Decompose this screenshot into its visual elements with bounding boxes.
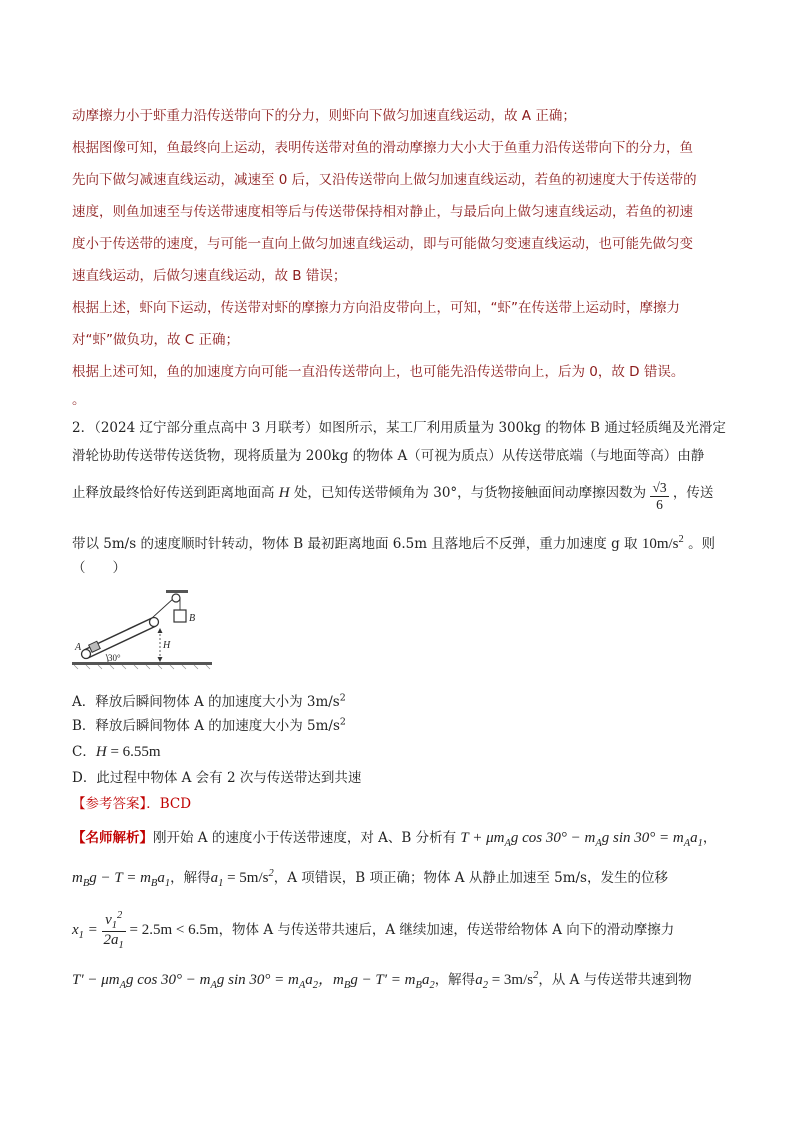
height-arrow-down [158,657,163,662]
eq3-part-d: a [305,972,313,988]
solution-line-9: 根据上述可知，鱼的加速度方向可能一直沿传送带向上，也可能先沿传送带向上，后为 0，故 D 错误。 [72,364,685,380]
option-a-sup: 2 [339,692,346,704]
ground-hatching [74,665,210,669]
question-line-3-c: ，传送 [672,485,714,501]
label-angle: 30° [108,653,121,663]
rope-incline [152,598,174,618]
eq3-part-a: T′ − μm [72,972,120,988]
option-b-text: B．释放后瞬间物体 A 的加速度大小为 5m/s [72,718,340,734]
result-a2-value: = 3m/s [487,972,534,988]
solution-line-7: 根据上述，虾向下运动，传送带对虾的摩擦力方向沿皮带向上，可知，“虾”在传送带上运动时，摩擦力 [72,300,680,316]
option-a-text: A．释放后瞬间物体 A 的加速度大小为 3m/s [72,694,340,710]
eq2-part-b: g − T = m [89,870,151,886]
analysis-line-3-post: ，物体 A 与传送带共速后，A 继续加速，传送带给物体 A 向下的滑动摩擦力 [218,922,675,938]
label-h: H [163,640,171,651]
eq4-part-c: a [421,972,430,988]
option-c [72,740,161,761]
eq1-comma: ， [702,830,717,846]
analysis-line-2-post: ，A 项错误，B 项正确；物体 A 从静止加速至 5m/s，发生的位移 [273,870,668,886]
reference-answer: 【参考答案】．BCD [72,796,192,812]
solution-line-5: 度小于传送带的速度，与可能一直向上做匀加速直线运动，即与可能做匀变速直线运动，也可能先做匀变 [72,236,693,252]
height-symbol: H [278,485,290,501]
displacement-symbol: x [72,922,79,938]
solution-line-1: 动摩擦力小于虾重力沿传送带向下的分力，则虾向下做匀加速直线运动，故 A 正确； [72,108,576,124]
fraction-denominator: 6 [656,497,663,512]
analysis-line-4 [72,968,692,991]
gravity-value: $10m/s^2$ [641,534,684,552]
analysis-tag: 【名师解析】 [72,830,153,846]
solution-line-2: 根据图像可知，鱼最终向上运动，表明传送带对鱼的滑动摩擦力大小大于鱼重力沿传送带向下的分力，鱼 [72,140,693,156]
eq4-part-b: g − T′ = m [350,972,416,988]
height-arrow-up [158,628,163,633]
displacement-fraction [102,910,126,951]
block-b [174,610,186,622]
result-a1-value: = 5m/s [223,870,269,886]
equation-1: $T + \mu m_Ag$ $\cos 30^\circ - m_Ag$ $\sin 30^\circ = m_Aa_1$ [460,830,703,849]
analysis-line-1-text: 刚开始 A 的速度小于传送带速度，对 A、B 分析有 [153,830,457,846]
conveyor-belt-diagram [72,588,212,670]
gravity-value-text: 10m/s [641,536,679,552]
eq1-part-c: g sin 30° = m [601,830,684,846]
question-line-4 [72,532,715,553]
analysis-line-3 [72,910,674,951]
eq1-part-a: T + μm [460,830,505,846]
question-line-4-a: 带以 5m/s 的速度顺时针转动，物体 B 最初距离地面 6.5m 且落地后不反弹，重力加速度 g 取 [72,536,638,552]
result-a1-symbol: a [210,870,219,886]
question-line-3-b: 处，已知传送带倾角为 30°，与货物接触面间动摩擦因数为 [293,485,647,501]
solution-line-4: 速度，则鱼加速至与传送带速度相等后与传送带保持相对静止，与最后向上做匀速直线运动，若鱼的初速 [72,204,693,220]
analysis-line-1 [72,826,716,849]
displacement-denominator-text: 2a [103,932,119,948]
pulley [172,594,180,602]
displacement-numerator: $v_1^2$ [102,910,126,932]
displacement-denominator: $2a_1$ [103,932,124,951]
solution-line-3: 先向下做匀减速直线运动，减速至 0 后，又沿传送带向上做匀加速直线运动，若鱼的初速度大于传送带的 [72,172,697,188]
eq1-part-b: g cos 30° − m [510,830,596,846]
label-a: A [75,642,82,653]
option-c-symbol: H [95,744,107,760]
question-line-5: （ ） [72,560,126,576]
friction-coefficient-fraction [650,480,668,513]
ground-surface [72,662,212,665]
solution-line-6: 速直线运动，后做匀速直线运动，故 B 错误； [72,268,347,284]
eq4-part-a: ，m [318,972,344,988]
displacement-value: = 2.5m < 6.5m [125,922,219,938]
result-a2: $a_2 = 3m/s^2$ [475,970,539,991]
displacement-numerator-text: v [105,912,112,928]
option-b-sup: 2 [339,716,346,728]
eq1-part-d: a [690,830,698,846]
question-line-3-a: 止释放最终恰好传送到距离地面高 [72,485,275,501]
eq4-solve-text: ，解得 [434,972,476,988]
eq3-part-c: g sin 30° = m [216,972,299,988]
question-line-3 [72,480,713,513]
eq2-solve-text: ，解得 [170,870,211,886]
result-a1: $a_1 = 5m/s^2$ [210,868,274,889]
displacement-equation: $x_1$ = $\frac{v_1^2}{2a_1}$ = 2.5m < 6.5m [72,910,219,951]
ceiling-mount [166,590,188,593]
analysis-line-4-post: ，从 A 与传送带共速到物 [538,972,692,988]
analysis-line-2 [72,866,668,889]
option-c-label: C． [72,744,96,760]
option-d: D．此过程中物体 A 会有 2 次与传送带达到共速 [72,770,362,786]
eq2-part-a: m [72,870,83,886]
label-b: B [189,613,196,624]
question-line-2: 滑轮协助传送带传送货物，现将质量为 200kg 的物体 A（可视为质点）从传送带底端（与地面等高）由静 [72,448,705,464]
option-a [72,690,346,710]
option-c-value: = 6.55m [106,744,161,760]
equation-3: $T' - \mu m_Ag$ $\cos 30^\circ - m_Ag$ $\sin 30^\circ = m_Aa_2$ [72,972,319,991]
solution-line-8: 对“虾”做负功，故 C 正确； [72,332,239,348]
fraction-numerator: √3 [652,480,667,495]
question-line-1: 2．（2024 辽宁部分重点高中 3 月联考）如图所示，某工厂利用质量为 300kg 的物体 B 通过轻质绳及光滑定 [72,420,726,436]
option-b [72,714,346,734]
solution-line-10: 。 [72,392,86,408]
eq3-part-b: g cos 30° − m [126,972,211,988]
question-line-4-b: 。则 [688,536,716,552]
equation-2: $m_Bg - T = m_Ba_1$ [72,870,171,889]
result-a2-symbol: a [475,972,483,988]
eq2-part-c: a [157,870,165,886]
equation-4: ，$m_Bg - T' = m_Ba_2$ [318,972,435,991]
